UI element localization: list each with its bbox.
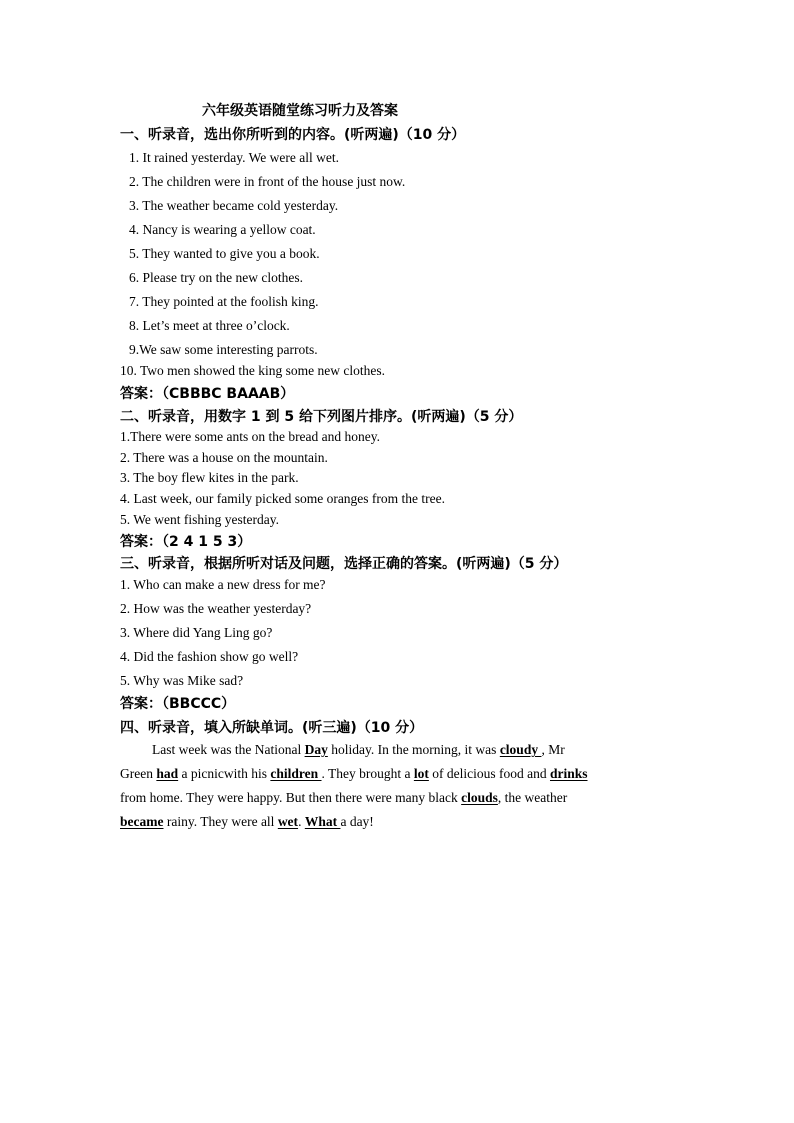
cloze-answer: clouds (461, 790, 498, 805)
section1-item: 9.We saw some interesting parrots. (129, 342, 318, 357)
cloze-text: of delicious food and (428, 766, 550, 781)
section3-heading: 三、听录音，根据所听对话及问题，选择正确的答案。(听两遍)（5 分） (120, 556, 568, 572)
section1-item: 1. It rained yesterday. We were all wet. (129, 150, 339, 165)
cloze-line-4 (120, 814, 665, 830)
page-title: 六年级英语随堂练习听力及答案 (202, 103, 398, 119)
section2-item: 3. The boy flew kites in the park. (120, 470, 299, 485)
cloze-answer: wet (277, 814, 299, 829)
cloze-answer: drinks (549, 766, 588, 781)
section1-item: 5. They wanted to give you a book. (129, 246, 320, 261)
cloze-line-2 (120, 766, 665, 782)
cloze-line-3 (120, 790, 665, 806)
cloze-answer: lot (413, 766, 429, 781)
cloze-text: , Mr (541, 742, 565, 757)
cloze-text: a day! (340, 814, 374, 829)
cloze-answer: Day (304, 742, 328, 757)
section1-item: 8. Let’s meet at three o’clock. (129, 318, 290, 333)
section3-item: 4. Did the fashion show go well? (120, 649, 299, 664)
section3-item: 5. Why was Mike sad? (120, 673, 244, 688)
cloze-answer: children (270, 766, 322, 781)
section1-heading: 一、听录音，选出你所听到的内容。(听两遍)（10 分） (120, 127, 466, 143)
section1-item: 7. They pointed at the foolish king. (129, 294, 319, 309)
cloze-answer: What (304, 814, 341, 829)
cloze-text: . They brought a (321, 766, 414, 781)
section3-answer: 答案：（BBCCC） (120, 696, 236, 712)
section2-answer: 答案：（2 4 1 5 3） (120, 534, 252, 550)
section1-item: 2. The children were in front of the house just now. (129, 174, 406, 189)
section2-item: 5. We went fishing yesterday. (120, 512, 280, 527)
section3-item: 2. How was the weather yesterday? (120, 601, 312, 616)
section1-item: 4. Nancy is wearing a yellow coat. (129, 222, 316, 237)
cloze-answer: became (120, 814, 164, 829)
cloze-text: . (298, 814, 305, 829)
section3-item: 3. Where did Yang Ling go? (120, 625, 273, 640)
cloze-text: Last week was the National (152, 742, 305, 757)
section1-item: 10. Two men showed the king some new clothes. (120, 363, 386, 378)
cloze-text: Green (120, 766, 157, 781)
section2-heading: 二、听录音，用数字 1 到 5 给下列图片排序。(听两遍)（5 分） (120, 409, 523, 425)
cloze-text: a picnicwith his (178, 766, 271, 781)
cloze-line-1 (120, 742, 665, 758)
cloze-text: holiday. In the morning, it was (327, 742, 500, 757)
section2-item: 1.There were some ants on the bread and honey. (120, 429, 381, 444)
section2-item: 2. There was a house on the mountain. (120, 450, 328, 465)
cloze-answer: cloudy (499, 742, 542, 757)
section2-item: 4. Last week, our family picked some oranges from the tree. (120, 491, 446, 506)
cloze-text: , the weather (497, 790, 568, 805)
section1-answer: 答案：（CBBBC BAAAB） (120, 386, 295, 402)
cloze-text: rainy. They were all (163, 814, 278, 829)
section1-item: 3. The weather became cold yesterday. (129, 198, 339, 213)
cloze-answer: had (156, 766, 179, 781)
section4-heading: 四、听录音，填入所缺单词。(听三遍)（10 分） (120, 720, 424, 736)
cloze-text: from home. They were happy. But then there were many black (120, 790, 462, 805)
section3-item: 1. Who can make a new dress for me? (120, 577, 326, 592)
section1-item: 6. Please try on the new clothes. (129, 270, 303, 285)
